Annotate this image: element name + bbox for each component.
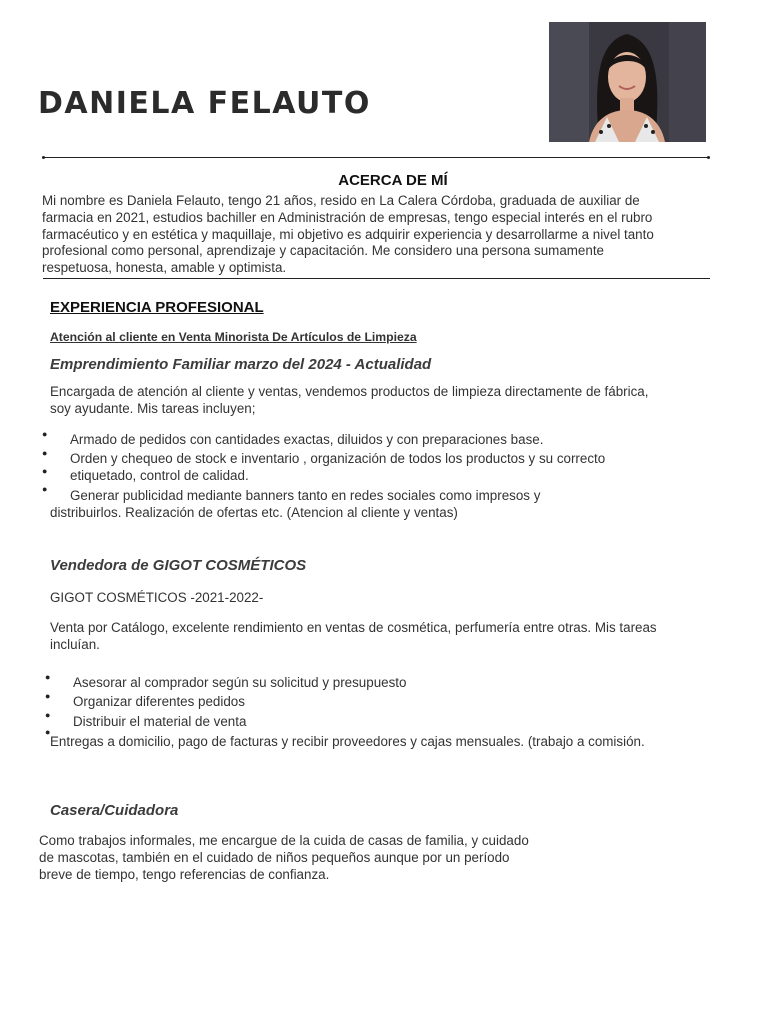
about-line: farmacia en 2021, estudios bachiller en Administración de empresas, tengo especial interés en el rubro — [42, 209, 653, 225]
job2-heading: Vendedora de GIGOT COSMÉTICOS — [50, 557, 307, 574]
about-line: respetuosa, honesta, amable y optimista. — [42, 260, 287, 276]
job1-desc-line: Encargada de atención al cliente y ventas, vendemos productos de limpieza directamente de fábrica, — [50, 384, 649, 399]
candidate-name: DANIELA FELAUTO — [38, 86, 371, 121]
job1-task: Generar publicidad mediante banners tanto en redes sociales como impresos y — [70, 488, 541, 503]
bullet-icon: ● — [45, 727, 51, 737]
about-divider — [43, 278, 710, 279]
divider-dot-left — [42, 156, 45, 159]
job2-company: GIGOT COSMÉTICOS -2021-2022- — [50, 590, 264, 605]
about-line: Mi nombre es Daniela Felauto, tengo 21 años, resido en La Calera Córdoba, graduada de auxiliar de — [42, 193, 640, 208]
job3-desc-line: Como trabajos informales, me encargue de la cuida de casas de familia, y cuidado — [39, 833, 529, 848]
job3-description — [39, 833, 599, 883]
job2-description — [50, 620, 720, 654]
bullet-icon: ● — [42, 466, 48, 476]
job1-task: Orden y chequeo de stock e inventario , organización de todos los productos y su correcto — [70, 451, 606, 466]
about-title: ACERCA DE MÍ — [338, 172, 448, 189]
job1-task: Armado de pedidos con cantidades exactas, diluidos y con preparaciones base. — [70, 432, 544, 447]
bullet-icon: ● — [42, 429, 48, 439]
job1-subtitle: Atención al cliente en Venta Minorista De Artículos de Limpieza — [50, 330, 417, 344]
bullet-icon: ● — [45, 672, 51, 682]
job1-task-tail: distribuirlos. Realización de ofertas etc. (Atencion al cliente y ventas) — [50, 505, 458, 520]
header-divider — [44, 157, 709, 158]
about-line: profesional como personal, aprendizaje y capacitación. Me considero una persona sumamente — [42, 243, 604, 259]
about-line: farmacéutico y en estética y maquillaje, mi objetivo es adquirir experiencia y desarrollarme a nivel tanto — [42, 226, 654, 242]
job1-task: etiquetado, control de calidad. — [70, 468, 249, 483]
profile-photo — [549, 22, 706, 142]
bullet-icon: ● — [45, 710, 51, 720]
job2-task: Distribuir el material de venta — [73, 714, 247, 729]
job2-task: Asesorar al comprador según su solicitud y presupuesto — [73, 675, 407, 690]
about-body — [42, 193, 712, 277]
job3-heading: Casera/Cuidadora — [50, 802, 179, 819]
divider-dot-right — [707, 156, 710, 159]
job3-desc-line: breve de tiempo, tengo referencias de confianza. — [39, 866, 330, 882]
bullet-icon: ● — [42, 448, 48, 458]
bullet-icon: ● — [42, 484, 48, 494]
job2-desc-line: Venta por Catálogo, excelente rendimiento en ventas de cosmética, perfumería entre otras. Mis tareas — [50, 620, 657, 635]
job1-description — [50, 384, 710, 418]
job2-task: Organizar diferentes pedidos — [73, 694, 245, 709]
bullet-icon: ● — [45, 691, 51, 701]
job1-desc-line: soy ayudante. Mis tareas incluyen; — [50, 400, 256, 416]
experience-title: EXPERIENCIA PROFESIONAL — [50, 299, 264, 316]
job2-task-tail: Entregas a domicilio, pago de facturas y recibir proveedores y cajas mensuales. (trabajo a comisión. — [50, 734, 645, 749]
job2-desc-line: incluían. — [50, 636, 100, 652]
job1-heading: Emprendimiento Familiar marzo del 2024 - Actualidad — [50, 356, 432, 373]
job3-desc-line: de mascotas, también en el cuidado de niños pequeños aunque por un período — [39, 849, 510, 865]
